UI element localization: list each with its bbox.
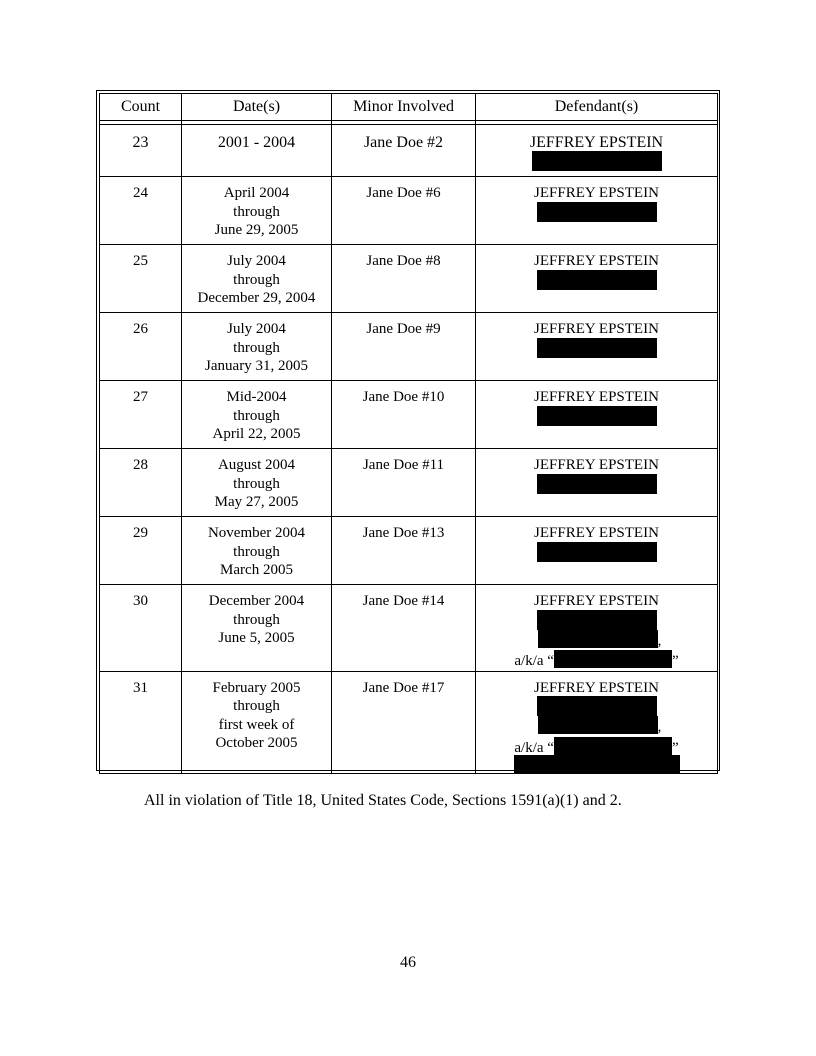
redaction-bar xyxy=(537,202,657,222)
date-line: 2001 - 2004 xyxy=(217,134,296,151)
minor-cell xyxy=(332,381,476,449)
redaction-bar xyxy=(537,474,657,494)
count-value: 28 xyxy=(133,457,148,473)
defendants-cell xyxy=(476,381,718,449)
redaction-line xyxy=(476,630,717,651)
minor-value: Jane Doe #11 xyxy=(362,457,445,473)
counts-table-frame xyxy=(96,90,720,771)
count-value: 30 xyxy=(133,593,148,609)
table-row xyxy=(100,177,718,245)
minor-cell xyxy=(332,671,476,774)
aka-line xyxy=(476,737,717,758)
date-line: August 2004 xyxy=(217,457,296,473)
header-defendants: Defendant(s) xyxy=(476,94,718,121)
defendant-name: JEFFREY EPSTEIN xyxy=(534,679,659,696)
dates-cell xyxy=(182,671,332,774)
count-cell xyxy=(100,585,182,672)
table-row xyxy=(100,585,718,672)
defendants-value xyxy=(476,381,717,426)
defendant-name: JEFFREY EPSTEIN xyxy=(534,525,659,541)
date-line: June 29, 2005 xyxy=(214,222,299,238)
count-cell xyxy=(100,245,182,313)
date-line: through xyxy=(233,407,280,424)
table-row xyxy=(100,449,718,517)
defendants-cell xyxy=(476,245,718,313)
date-line: through xyxy=(233,203,280,220)
date-line: July 2004 xyxy=(227,321,286,337)
page-number: 46 xyxy=(400,954,416,971)
table-row xyxy=(100,671,718,774)
count-value: 27 xyxy=(133,389,148,405)
dates-value xyxy=(182,177,331,240)
redaction-bar xyxy=(537,338,657,358)
aka-line xyxy=(476,650,717,671)
defendant-name: JEFFREY EPSTEIN xyxy=(534,253,659,269)
date-line: July 2004 xyxy=(227,253,286,269)
date-line: first week of xyxy=(218,716,295,733)
redaction-bar xyxy=(554,737,672,755)
dates-value xyxy=(182,585,331,648)
header-dates: Date(s) xyxy=(182,94,332,121)
defendant-name: JEFFREY EPSTEIN xyxy=(534,457,659,473)
minor-cell xyxy=(332,245,476,313)
dates-value xyxy=(182,672,331,753)
minor-value: Jane Doe #9 xyxy=(366,321,441,337)
defendants-cell xyxy=(476,313,718,381)
date-line: May 27, 2005 xyxy=(214,494,299,510)
defendants-value xyxy=(476,517,717,562)
table-row xyxy=(100,245,718,313)
defendants-value xyxy=(476,313,717,358)
minor-cell xyxy=(332,585,476,672)
defendants-value xyxy=(476,449,717,494)
dates-cell xyxy=(182,517,332,585)
statute-note: All in violation of Title 18, United States Code, Sections 1591(a)(1) and 2. xyxy=(144,792,622,809)
dates-value xyxy=(182,125,331,153)
date-line: October 2005 xyxy=(215,735,298,751)
defendants-cell xyxy=(476,517,718,585)
defendants-value xyxy=(476,177,717,222)
redaction-bar xyxy=(538,716,658,734)
defendants-cell xyxy=(476,125,718,177)
date-line: February 2005 xyxy=(212,679,301,696)
count-cell xyxy=(100,517,182,585)
minor-value: Jane Doe #8 xyxy=(366,253,441,269)
minor-cell xyxy=(332,125,476,177)
date-line: March 2005 xyxy=(220,562,293,578)
dates-cell xyxy=(182,449,332,517)
defendants-value xyxy=(476,245,717,290)
dates-value xyxy=(182,313,331,376)
date-line: through xyxy=(233,611,280,628)
dates-cell xyxy=(182,585,332,672)
aka-suffix: ” xyxy=(671,653,679,669)
redaction-bar xyxy=(554,650,672,668)
date-line: April 22, 2005 xyxy=(212,426,301,442)
date-line: through xyxy=(233,543,280,560)
comma: , xyxy=(657,719,662,735)
count-cell xyxy=(100,671,182,774)
minor-value: Jane Doe #10 xyxy=(362,389,445,405)
date-line: January 31, 2005 xyxy=(205,358,308,374)
count-cell xyxy=(100,177,182,245)
aka-prefix: a/k/a “ xyxy=(514,653,554,669)
date-line: June 5, 2005 xyxy=(218,630,295,646)
date-line: December 2004 xyxy=(208,593,305,609)
aka-prefix: a/k/a “ xyxy=(514,739,554,756)
redaction-bar xyxy=(514,755,680,773)
date-line: Mid-2004 xyxy=(226,389,287,405)
dates-cell xyxy=(182,177,332,245)
defendants-value xyxy=(476,672,717,774)
defendants-cell xyxy=(476,449,718,517)
redaction-bar xyxy=(537,406,657,426)
table-row xyxy=(100,381,718,449)
defendants-cell xyxy=(476,585,718,672)
dates-value xyxy=(182,517,331,580)
redaction-bar xyxy=(532,151,662,171)
dates-cell xyxy=(182,125,332,177)
defendant-name: JEFFREY EPSTEIN xyxy=(534,185,659,201)
date-line: through xyxy=(233,698,280,714)
minor-cell xyxy=(332,449,476,517)
count-value: 25 xyxy=(133,253,148,269)
defendants-cell xyxy=(476,177,718,245)
count-value: 29 xyxy=(133,525,148,541)
table-row xyxy=(100,517,718,585)
aka-suffix: ” xyxy=(671,739,679,756)
header-minor: Minor Involved xyxy=(332,94,476,121)
count-value: 24 xyxy=(133,185,148,201)
date-line: through xyxy=(233,475,280,492)
minor-cell xyxy=(332,517,476,585)
redaction-bar xyxy=(537,696,657,716)
count-value: 23 xyxy=(132,134,149,151)
header-count: Count xyxy=(100,94,182,121)
dates-cell xyxy=(182,313,332,381)
dates-cell xyxy=(182,245,332,313)
count-cell xyxy=(100,125,182,177)
table-row xyxy=(100,125,718,177)
redaction-bar xyxy=(537,610,657,630)
redaction-bar xyxy=(537,542,657,562)
defendant-name: JEFFREY EPSTEIN xyxy=(534,593,659,609)
counts-table xyxy=(99,93,718,774)
date-line: November 2004 xyxy=(207,525,306,541)
dates-cell xyxy=(182,381,332,449)
dates-value xyxy=(182,381,331,444)
dates-value xyxy=(182,449,331,512)
defendant-name: JEFFREY EPSTEIN xyxy=(534,321,659,337)
defendants-value xyxy=(476,585,717,671)
redaction-bar xyxy=(537,270,657,290)
defendants-value xyxy=(476,125,717,171)
date-line: through xyxy=(233,271,280,288)
count-value: 31 xyxy=(133,679,148,696)
minor-cell xyxy=(332,177,476,245)
minor-cell xyxy=(332,313,476,381)
dates-value xyxy=(182,245,331,308)
table-header-row xyxy=(100,94,718,121)
date-line: December 29, 2004 xyxy=(197,290,316,306)
minor-value: Jane Doe #2 xyxy=(363,134,444,151)
defendants-cell xyxy=(476,671,718,774)
minor-value: Jane Doe #6 xyxy=(366,185,441,201)
defendant-name: JEFFREY EPSTEIN xyxy=(534,389,659,405)
date-line: through xyxy=(233,339,280,356)
table-row xyxy=(100,313,718,381)
minor-value: Jane Doe #14 xyxy=(362,593,445,609)
count-cell xyxy=(100,449,182,517)
minor-value: Jane Doe #17 xyxy=(362,679,445,696)
count-cell xyxy=(100,381,182,449)
date-line: April 2004 xyxy=(223,185,290,201)
count-cell xyxy=(100,313,182,381)
comma: , xyxy=(657,632,662,649)
defendant-name: JEFFREY EPSTEIN xyxy=(529,134,664,151)
minor-value: Jane Doe #13 xyxy=(362,525,445,541)
redaction-bar xyxy=(538,630,658,648)
redaction-line xyxy=(476,716,717,737)
count-value: 26 xyxy=(133,321,148,337)
table-body xyxy=(100,125,718,774)
